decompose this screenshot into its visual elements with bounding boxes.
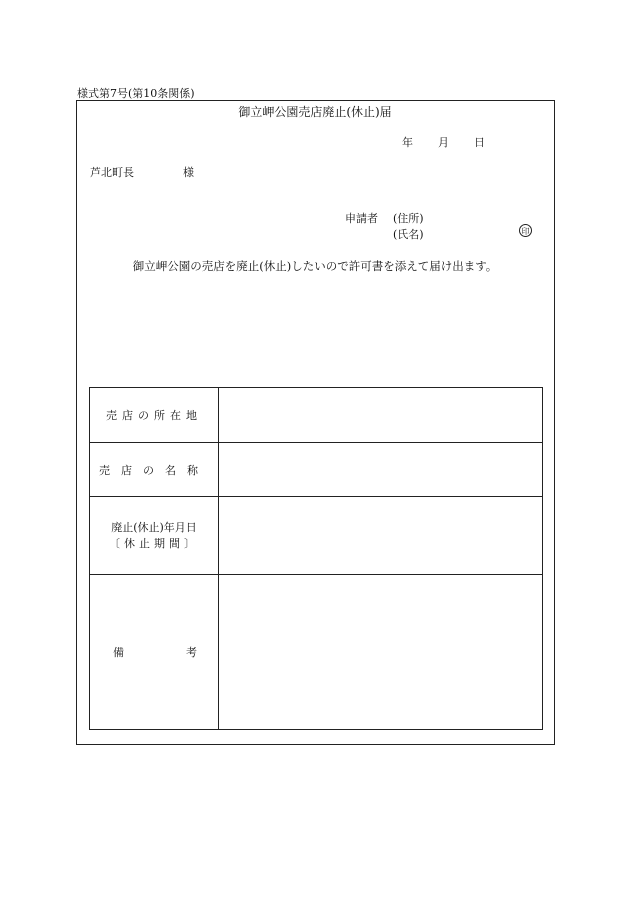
form-number: 様式第7号(第10条関係) [77,87,195,100]
remarks-field[interactable] [219,575,543,730]
applicant-label: 申請者 [345,212,378,225]
declaration-statement: 御立岬公園の売店を廃止(休止)したいので許可書を添えて届け出ます。 [132,259,498,273]
shop-name-field[interactable] [219,443,543,497]
shop-name-label: 売店の名称 [99,463,209,477]
location-label: 売店の所在地 [106,409,202,422]
closure-date-field[interactable] [219,497,543,575]
remarks-label-cell [90,575,219,730]
details-table [89,387,543,730]
date-day-label: 日 [474,136,485,149]
closure-date-label: 廃止(休止)年月日 [111,520,197,534]
seal-mark: 印 [519,224,532,237]
date-month-label: 月 [438,136,449,149]
closure-date-label-cell [90,497,219,575]
table-row [90,575,543,730]
form-title: 御立岬公園売店廃止(休止)届 [238,105,392,119]
honorific: 様 [183,166,194,179]
suspension-period-label: 〔休止期間〕 [109,536,199,550]
applicant-name-label: (氏名) [393,228,424,241]
table-row [90,388,543,443]
date-year-label: 年 [402,136,413,149]
location-field[interactable] [219,388,543,443]
location-label-cell [90,388,219,443]
remarks-label-right: 考 [186,646,197,659]
shop-name-label-cell [90,443,219,497]
remarks-label-left: 備 [113,646,124,659]
table-row [90,443,543,497]
addressee: 芦北町長 [90,166,134,179]
applicant-address-label: (住所) [393,212,424,225]
table-row [90,497,543,575]
